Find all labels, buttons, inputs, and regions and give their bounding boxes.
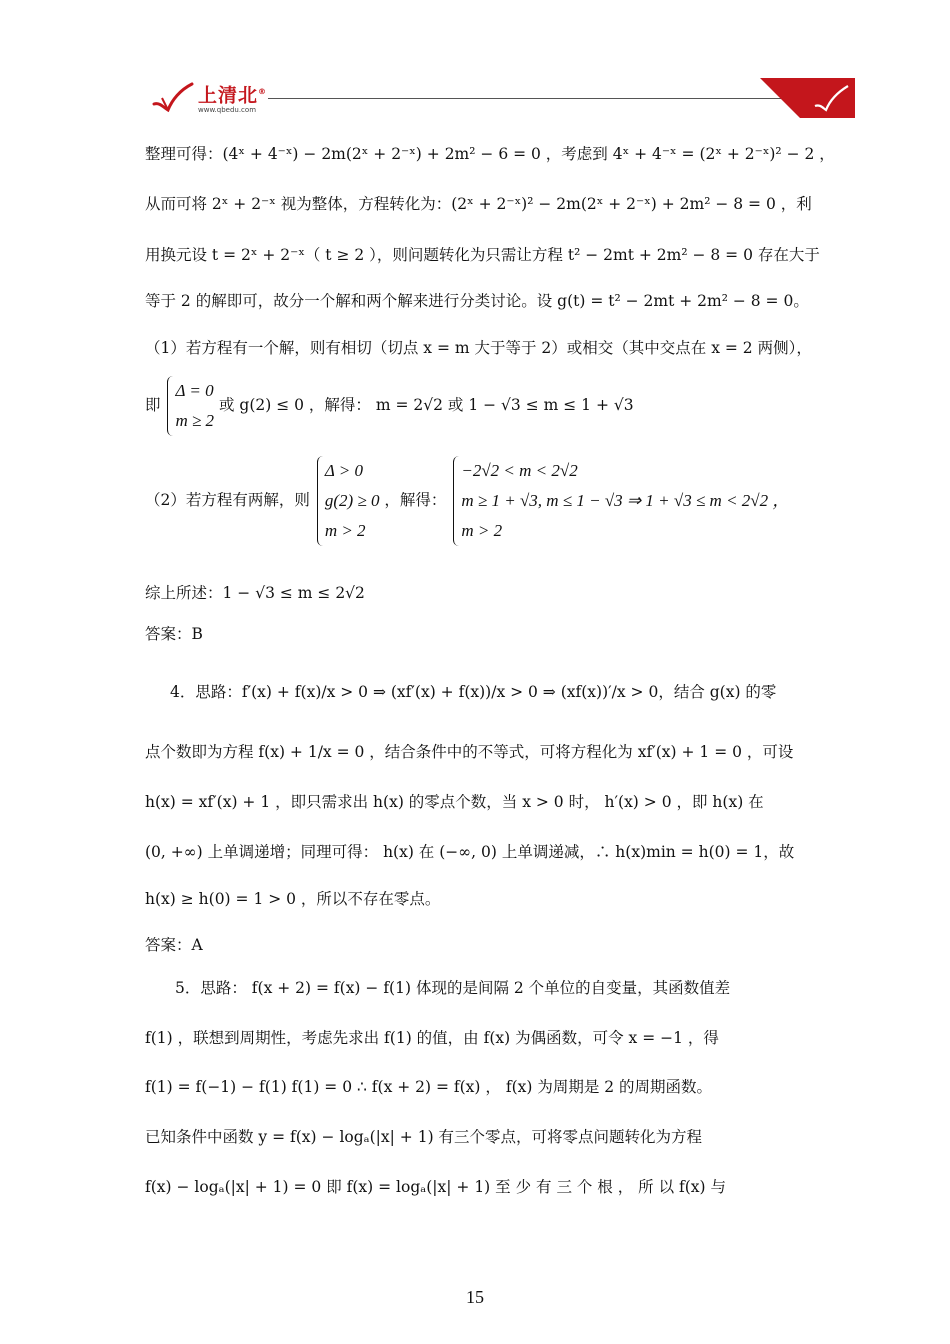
text-line: （1）若方程有一个解，则有相切（切点 x = m 大于等于 2）或相交（其中交点在 x = 2 两侧）， (145, 339, 812, 357)
header-corner-badge (760, 78, 855, 118)
equation: Δ > 0 (324, 461, 363, 480)
text-line: 5．思路： f(x + 2) = f(x) − f(1) 体现的是间隔 2 个单位的自变量，其函数值差 (175, 979, 731, 997)
case1-block (145, 376, 634, 436)
answer-line: 答案：B (145, 625, 203, 643)
text-line: 综上所述：1 − √3 ≤ m ≤ 2√2 (145, 584, 365, 602)
equation: m > 2 (324, 521, 366, 540)
page-number: 15 (466, 1287, 484, 1307)
text-line: h(x) ≥ h(0) = 1 > 0 ，所以不存在零点。 (145, 890, 441, 908)
text-line: 4．思路：f′(x) + f(x)/x > 0 ⇒ (xf′(x) + f(x))/x > 0 ⇒ (xf(x))′/x > 0，结合 g(x) 的零 (170, 683, 777, 701)
brand-url: www.qbedu.com (198, 105, 257, 114)
equation: −2√2 < m < 2√2 (461, 461, 578, 480)
case1-suffix: 或 g(2) ≤ 0 ，解得： m = 2√2 或 1 − √3 ≤ m ≤ 1 + √3 (219, 396, 634, 414)
case2-block (145, 456, 789, 546)
case2-system-conditions (315, 456, 380, 546)
header-rule (268, 98, 798, 99)
text-line: 用换元设 t = 2ˣ + 2⁻ˣ（ t ≥ 2 ），则问题转化为只需让方程 t² − 2mt + 2m² − 8 = 0 存在大于 (145, 246, 820, 264)
text-line: 已知条件中函数 y = f(x) − logₐ(|x| + 1) 有三个零点，可将零点问题转化为方程 (145, 1128, 703, 1146)
text-line: 从而可将 2ˣ + 2⁻ˣ 视为整体，方程转化为：(2ˣ + 2⁻ˣ)² − 2m(2ˣ + 2⁻ˣ) + 2m² − 8 = 0 ，利 (145, 195, 812, 213)
text-line: f(1) ，联想到周期性，考虑先求出 f(1) 的值，由 f(x) 为偶函数，可令 x = −1 ，得 (145, 1029, 719, 1047)
text-line: (0, +∞) 上单调递增；同理可得： h(x) 在 (−∞, 0) 上单调递减，∴ h(x)min = h(0) = 1，故 (145, 843, 795, 861)
text-line: f(x) − logₐ(|x| + 1) = 0 即 f(x) = logₐ(|x| + 1) 至 少 有 三 个 根 ， 所 以 f(x) 与 (145, 1178, 727, 1196)
page-header (0, 0, 950, 130)
answer-line: 答案：A (145, 936, 203, 954)
equation: m > 2 (461, 521, 503, 540)
check-mark-logo-icon (152, 82, 194, 114)
equation: g(2) ≥ 0 (324, 491, 380, 510)
case2-mid: ，解得： (384, 491, 447, 509)
equation: Δ = 0 (175, 381, 214, 400)
case2-system-solution (451, 456, 789, 546)
brand-name: 上清北® (198, 84, 268, 107)
equation: m ≥ 1 + √3, m ≤ 1 − √3 ⇒ 1 + √3 ≤ m < 2√2 ， (461, 491, 790, 510)
text-line: 点个数即为方程 f(x) + 1/x = 0 ，结合条件中的不等式，可将方程化为 xf′(x) + 1 = 0 ，可设 (145, 743, 794, 761)
equation: m ≥ 2 (175, 411, 215, 430)
text-line: 整理可得：(4ˣ + 4⁻ˣ) − 2m(2ˣ + 2⁻ˣ) + 2m² − 6 = 0 ，考虑到 4ˣ + 4⁻ˣ = (2ˣ + 2⁻ˣ)² − 2 ， (145, 145, 835, 163)
case1-prefix: 即 (145, 396, 161, 414)
text-line: h(x) = xf′(x) + 1 ，即只需求出 h(x) 的零点个数，当 x > 0 时， h′(x) > 0 ，即 h(x) 在 (145, 793, 764, 811)
case2-prefix: （2）若方程有两解，则 (145, 491, 310, 509)
brand-logo (152, 82, 267, 114)
text-line: f(1) = f(−1) − f(1) f(1) = 0 ∴ f(x + 2) = f(x) ， f(x) 为周期是 2 的周期函数。 (145, 1078, 713, 1096)
text-line: 等于 2 的解即可，故分一个解和两个解来进行分类讨论。设 g(t) = t² − 2mt + 2m² − 8 = 0。 (145, 292, 809, 310)
case1-system (165, 376, 214, 436)
